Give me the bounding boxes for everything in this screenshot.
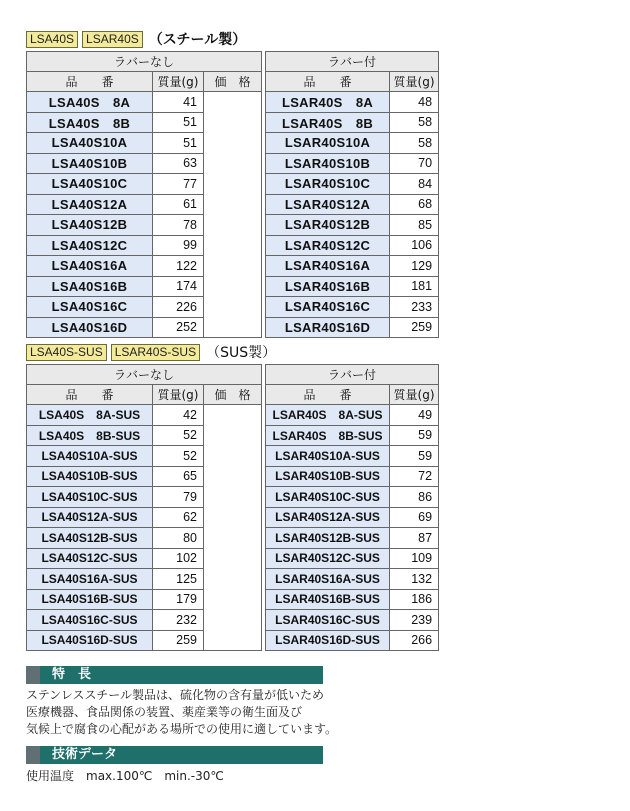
part-number: LSA40S12A-SUS <box>27 507 153 528</box>
mass-value: 80 <box>153 528 204 549</box>
part-number: LSA40S10B-SUS <box>27 466 153 487</box>
part-number: LSA40S16D <box>27 317 153 338</box>
part-number: LSAR40S16D-SUS <box>266 630 390 651</box>
part-number: LSAR40S10C <box>266 174 390 195</box>
part-number: LSA40S 8A <box>27 92 153 113</box>
mass-value: 51 <box>153 133 204 154</box>
sus-spec-table <box>26 364 439 651</box>
features-bar <box>26 666 323 684</box>
part-number: LSA40S16B-SUS <box>27 589 153 610</box>
mass-value: 106 <box>390 235 439 256</box>
mass-value: 132 <box>390 569 439 590</box>
mass-value: 48 <box>390 92 439 113</box>
technical-bar <box>26 746 323 764</box>
mass-value: 233 <box>390 297 439 318</box>
part-number: LSA40S16D-SUS <box>27 630 153 651</box>
group-rubber: ラバー付 <box>266 365 439 385</box>
mass-value: 42 <box>153 405 204 426</box>
col-price: 価 格 <box>204 72 262 92</box>
mass-value: 79 <box>153 487 204 508</box>
part-number: LSAR40S12B-SUS <box>266 528 390 549</box>
table-row <box>27 92 439 113</box>
mass-value: 85 <box>390 215 439 236</box>
mass-value: 186 <box>390 589 439 610</box>
mass-value: 232 <box>153 610 204 631</box>
group-no-rubber: ラバーなし <box>27 365 262 385</box>
part-number: LSAR40S12B <box>266 215 390 236</box>
mass-value: 99 <box>153 235 204 256</box>
part-number: LSA40S16A-SUS <box>27 569 153 590</box>
column-header-row <box>27 385 439 405</box>
part-number: LSAR40S12A-SUS <box>266 507 390 528</box>
features-line: 医療機器、食品関係の装置、薬産業等の衛生面及び <box>26 705 303 719</box>
mass-value: 49 <box>390 405 439 426</box>
mass-value: 77 <box>153 174 204 195</box>
mass-value: 59 <box>390 425 439 446</box>
part-number: LSAR40S16A-SUS <box>266 569 390 590</box>
part-number: LSAR40S16B-SUS <box>266 589 390 610</box>
features-text <box>26 687 346 738</box>
steel-section-heading <box>26 30 246 48</box>
col-mass: 質量(g) <box>153 72 204 92</box>
part-number: LSA40S10A <box>27 133 153 154</box>
price-cell <box>204 405 262 651</box>
col-part-number: 品 番 <box>27 385 153 405</box>
steel-spec-table <box>26 51 439 338</box>
col-part-number: 品 番 <box>27 72 153 92</box>
part-number: LSAR40S12A <box>266 194 390 215</box>
mass-value: 109 <box>390 548 439 569</box>
mass-value: 87 <box>390 528 439 549</box>
part-number: LSA40S16C-SUS <box>27 610 153 631</box>
mass-value: 63 <box>153 153 204 174</box>
mass-value: 259 <box>153 630 204 651</box>
product-tag: LSAR40S <box>82 31 143 48</box>
mass-value: 58 <box>390 133 439 154</box>
bar-marker <box>26 746 40 764</box>
mass-value: 86 <box>390 487 439 508</box>
part-number: LSA40S12A <box>27 194 153 215</box>
operating-temperature: 使用温度 max.100℃ min.-30℃ <box>26 769 224 783</box>
mass-value: 65 <box>153 466 204 487</box>
mass-value: 125 <box>153 569 204 590</box>
part-number: LSAR40S10A <box>266 133 390 154</box>
mass-value: 259 <box>390 317 439 338</box>
part-number: LSAR40S 8B <box>266 112 390 133</box>
mass-value: 179 <box>153 589 204 610</box>
part-number: LSAR40S10A-SUS <box>266 446 390 467</box>
part-number: LSA40S12C <box>27 235 153 256</box>
mass-value: 58 <box>390 112 439 133</box>
part-number: LSA40S12C-SUS <box>27 548 153 569</box>
part-number: LSA40S10C <box>27 174 153 195</box>
part-number: LSA40S12B <box>27 215 153 236</box>
part-number: LSAR40S10B-SUS <box>266 466 390 487</box>
mass-value: 41 <box>153 92 204 113</box>
product-tag: LSA40S <box>26 31 78 48</box>
part-number: LSA40S16C <box>27 297 153 318</box>
column-header-row <box>27 72 439 92</box>
part-number: LSAR40S16C-SUS <box>266 610 390 631</box>
features-heading: 特 長 <box>52 667 92 682</box>
mass-value: 252 <box>153 317 204 338</box>
part-number: LSAR40S12C-SUS <box>266 548 390 569</box>
price-cell <box>204 92 262 338</box>
mass-value: 69 <box>390 507 439 528</box>
mass-value: 62 <box>153 507 204 528</box>
mass-value: 102 <box>153 548 204 569</box>
col-part-number: 品 番 <box>266 72 390 92</box>
part-number: LSA40S 8B-SUS <box>27 425 153 446</box>
col-mass: 質量(g) <box>390 72 439 92</box>
mass-value: 52 <box>153 425 204 446</box>
mass-value: 68 <box>390 194 439 215</box>
group-header-row <box>27 52 439 72</box>
group-header-row <box>27 365 439 385</box>
part-number: LSA40S 8B <box>27 112 153 133</box>
part-number: LSAR40S12C <box>266 235 390 256</box>
mass-value: 52 <box>153 446 204 467</box>
mass-value: 61 <box>153 194 204 215</box>
mass-value: 122 <box>153 256 204 277</box>
mass-value: 59 <box>390 446 439 467</box>
part-number: LSAR40S10B <box>266 153 390 174</box>
mass-value: 72 <box>390 466 439 487</box>
col-price: 価 格 <box>204 385 262 405</box>
mass-value: 266 <box>390 630 439 651</box>
part-number: LSAR40S 8A <box>266 92 390 113</box>
part-number: LSA40S10A-SUS <box>27 446 153 467</box>
part-number: LSA40S16A <box>27 256 153 277</box>
part-number: LSA40S16B <box>27 276 153 297</box>
material-label: （SUS製） <box>206 345 277 361</box>
part-number: LSA40S 8A-SUS <box>27 405 153 426</box>
part-number: LSA40S12B-SUS <box>27 528 153 549</box>
features-line: ステンレススチール製品は、硫化物の含有量が低いため <box>26 688 325 702</box>
technical-heading: 技術データ <box>52 747 118 762</box>
group-no-rubber: ラバーなし <box>27 52 262 72</box>
mass-value: 129 <box>390 256 439 277</box>
part-number: LSAR40S16C <box>266 297 390 318</box>
mass-value: 239 <box>390 610 439 631</box>
sus-section-heading <box>26 343 276 361</box>
col-mass: 質量(g) <box>153 385 204 405</box>
features-line: 気候上で腐食の心配がある場所での使用に適しています。 <box>26 722 338 736</box>
part-number: LSAR40S 8A-SUS <box>266 405 390 426</box>
mass-value: 84 <box>390 174 439 195</box>
table-row <box>27 405 439 426</box>
bar-marker <box>26 666 40 684</box>
part-number: LSAR40S 8B-SUS <box>266 425 390 446</box>
col-mass: 質量(g) <box>390 385 439 405</box>
part-number: LSAR40S10C-SUS <box>266 487 390 508</box>
part-number: LSA40S10B <box>27 153 153 174</box>
product-tag: LSA40S-SUS <box>26 344 107 361</box>
mass-value: 78 <box>153 215 204 236</box>
technical-text <box>26 768 346 785</box>
col-part-number: 品 番 <box>266 385 390 405</box>
mass-value: 181 <box>390 276 439 297</box>
mass-value: 174 <box>153 276 204 297</box>
product-tag: LSAR40S-SUS <box>111 344 200 361</box>
mass-value: 51 <box>153 112 204 133</box>
part-number: LSA40S10C-SUS <box>27 487 153 508</box>
group-rubber: ラバー付 <box>266 52 439 72</box>
material-label: （スチール製） <box>148 32 247 48</box>
mass-value: 70 <box>390 153 439 174</box>
part-number: LSAR40S16D <box>266 317 390 338</box>
part-number: LSAR40S16B <box>266 276 390 297</box>
part-number: LSAR40S16A <box>266 256 390 277</box>
mass-value: 226 <box>153 297 204 318</box>
